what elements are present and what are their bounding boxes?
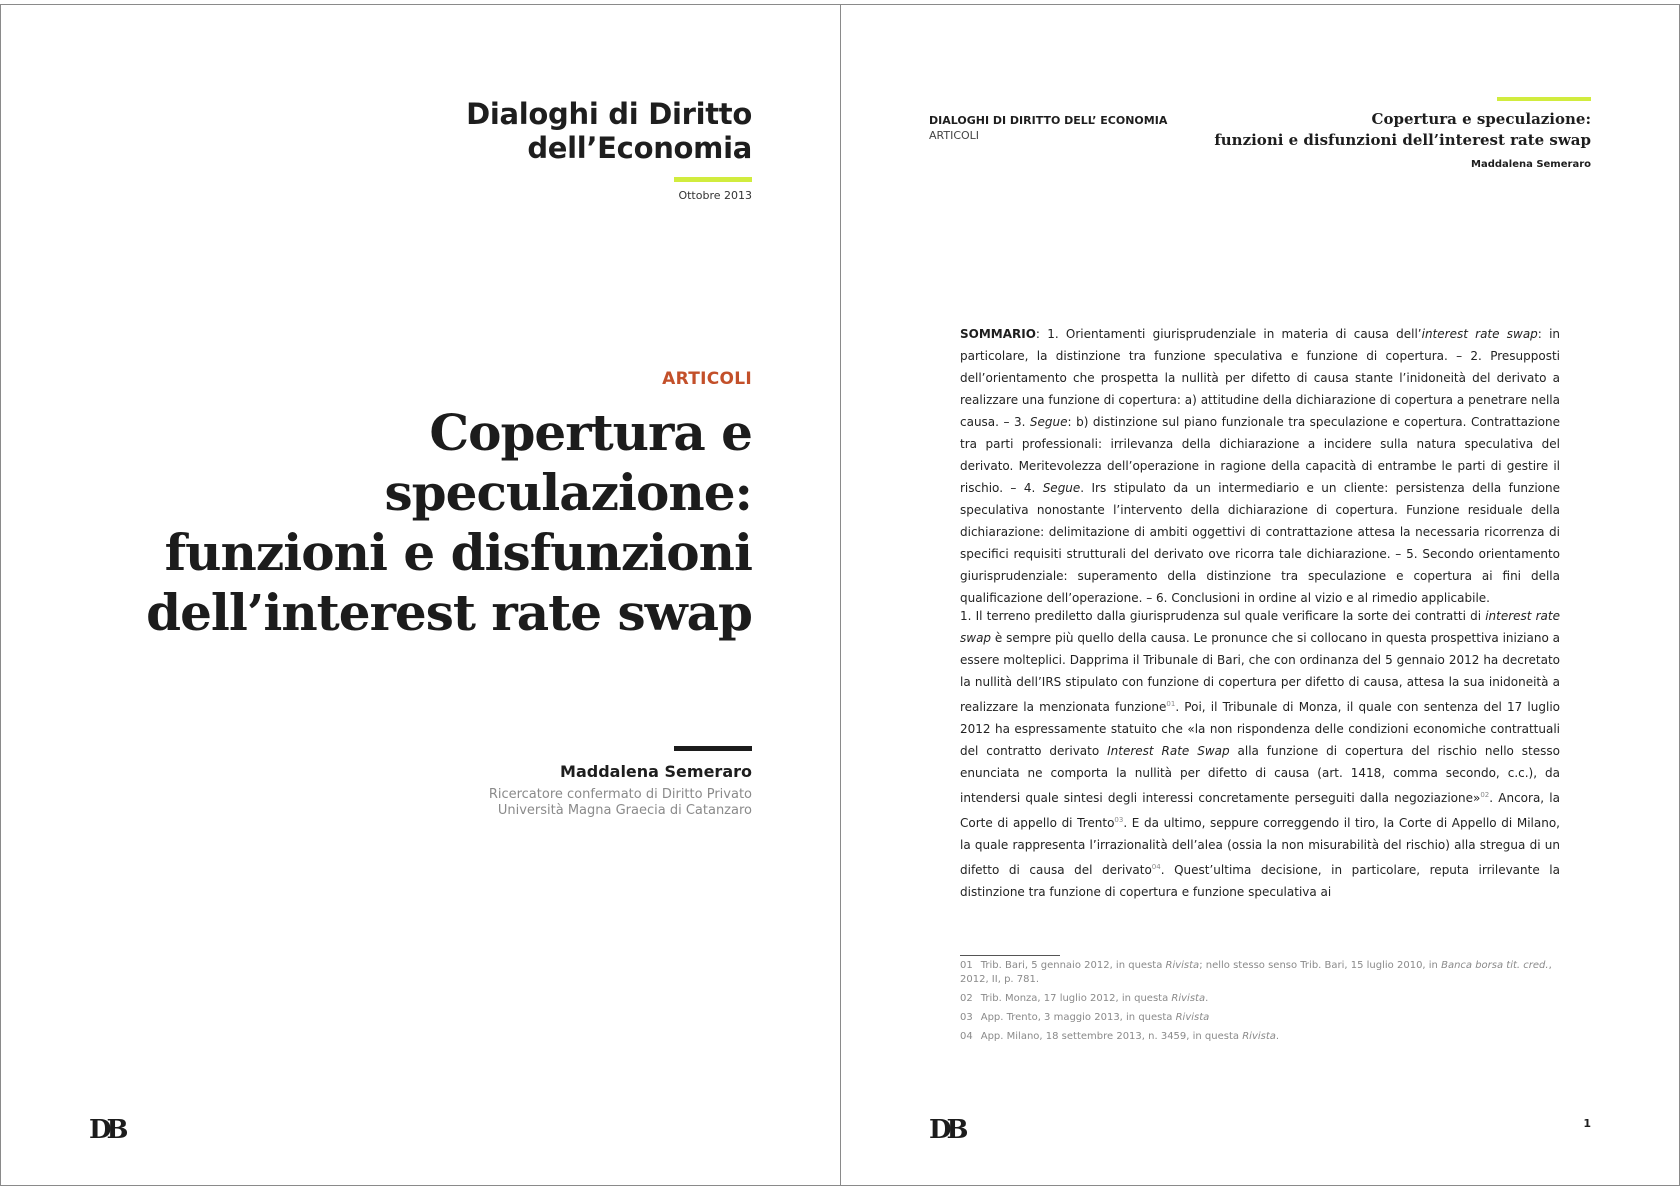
journal-title-line-1: Dialoghi di Diritto [466,97,752,131]
author-name: Maddalena Semeraro [560,762,752,781]
body-italic: Interest Rate Swap [1107,744,1230,758]
footnote-italic: Rivista [1165,960,1200,971]
summary-text: : 1. Orientamenti giurisprudenziale in materia di causa dell’ [1035,327,1422,341]
summary-italic: Segue [1042,481,1081,495]
running-title-line-2: funzioni e disfunzioni dell’interest rate swap [1214,131,1591,149]
author-divider [674,746,752,751]
body-italic: interest rate swap [960,609,1560,645]
db-logo: DB [89,1115,124,1145]
body-text: alla funzione di copertura del rischio nello stesso enunciata ne comporta la nullità per difetto di causa (art. 1418, comma secondo, c.c.), da intendersi quale sintesi degli interessi concretamente perseguiti dalla negoziazione» [960,744,1560,805]
body-paragraph [960,605,1560,903]
article-title [112,403,752,643]
running-author: Maddalena Semeraro [1471,159,1591,170]
body-text: . E da ultimo, seppure correggendo il tiro, la Corte di Appello di Milano, la quale rappresenta l’irrazionalità dell’alea (ossia la non misurabilità del rischio) alla stregua di un difetto di causa del derivato [960,816,1560,877]
footnote-divider [960,955,1060,956]
running-journal: DIALOGHI DI DIRITTO DELL’ ECONOMIA [929,114,1168,127]
summary-text: : b) distinzione sul piano funzionale tra speculazione e copertura. Contrattazione tra parti professionali: irrilevanza della dichiarazione a incidere sulla natura speculativa del derivato. Meritevolezza dell’operazione in ragione della capacità di entrambe le parti di gestire il rischio. – 4. [960,415,1560,495]
footnote-number: 01 [960,960,973,971]
article-title-line-2: speculazione: [384,463,752,522]
footnote-item [960,959,1560,987]
body-text: è sempre più quello della causa. Le pronunce che si collocano in questa prospettiva iniziano a essere molteplici. Dapprima il Tribunale di Bari, che con ordinanza del 5 gennaio 2012 ha decretato la nullità dell’IRS stipulato con funzione di copertura per difetto di causa, attesa la sua inidoneità a realizzare la menzionata funzione [960,631,1560,714]
footnote-ref[interactable]: 02 [1480,791,1490,799]
author-affiliation [489,787,752,819]
article-title-line-1: Copertura e [429,403,752,462]
footnote-text: Trib. Monza, 17 luglio 2012, in questa [980,993,1172,1004]
running-section: ARTICOLI [929,129,980,142]
accent-divider [674,177,752,182]
footnote-text: . [1205,993,1209,1004]
article-title-line-4: dell’interest rate swap [146,583,752,642]
summary-italic: Segue [1029,415,1068,429]
db-logo: DB [929,1115,964,1145]
footnote-text: ; nello stesso senso Trib. Bari, 15 luglio 2010, in [1199,960,1442,971]
affiliation-line-1: Ricercatore confermato di Diritto Privato [488,787,752,802]
summary-paragraph [960,323,1560,609]
affiliation-line-2: Università Magna Graecia di Catanzaro [497,803,752,818]
footnote-text: App. Milano, 18 settembre 2013, n. 3459, in questa [980,1031,1243,1042]
footnote-ref[interactable]: 03 [1114,816,1124,824]
footnote-text: , 2012, II, p. 781. [960,960,1552,985]
footnote-text: Trib. Bari, 5 gennaio 2012, in questa [980,960,1166,971]
article-title-line-3: funzioni e disfunzioni [164,523,752,582]
summary-italic: interest rate swap [1421,327,1538,341]
summary-text: : in particolare, la distinzione tra funzione speculativa e funzione di copertura. – 2. Presupposti dell’orientamento che prospetta la nullità per difetto di causa stante l’inidoneità del derivato a realizzare una funzione di copertura: a) attitudine della dichiarazione di copertura a penetrare nella causa. – 3. [960,327,1561,429]
footnote-ref[interactable]: 01 [1166,700,1176,708]
running-title-line-1: Copertura e speculazione: [1371,110,1591,128]
footnote-text: . [1275,1031,1280,1042]
body-text: . Poi, il Tribunale di Monza, il quale con sentenza del 17 luglio 2012 ha espressamente statuito che «la non rispondenza delle condizioni economiche contrattuali del contratto derivato [960,700,1560,758]
page-number: 1 [1583,1117,1591,1130]
body-text: . Quest’ultima decisione, in particolare, reputa irrilevante la distinzione tra funzione di copertura e funzione speculativa ai [960,863,1560,899]
footnote-italic: Rivista [1242,1031,1276,1042]
accent-divider [1497,97,1591,101]
footnote-number: 04 [960,1031,973,1042]
section-label: ARTICOLI [662,369,752,389]
footnote-italic: Rivista [1171,993,1206,1004]
footnotes-list [960,959,1560,1049]
summary-text: . Irs stipulato da un intermediario e un cliente: persistenza della funzione speculativa nonostante l’intervento della dichiarazione di copertura. Funzione residuale della dichiarazione: delimitazione di ambiti oggettivi di contrattazione attesa la necessaria ricorrenza di specifici requisiti strutturali del derivato ove ricorra tale dichiarazione. – 5. Secondo orientamento giurisprudenziale: superamento della distinzione tra speculazione e copertura ai fini della qualificazione dell’operazione. – 6. Conclusioni in ordine al vizio e al rimedio applicabile. [960,481,1560,605]
footnote-text: App. Trento, 3 maggio 2013, in questa [980,1012,1176,1023]
footnote-ref[interactable]: 04 [1151,863,1161,871]
running-head [929,113,1167,143]
footnote-italic: Banca borsa tit. cred. [1441,960,1549,971]
body-text: . Ancora, la Corte di appello di Trento [960,791,1560,830]
footnote-number: 03 [960,1012,973,1023]
article-page [841,5,1679,1185]
footnote-number: 02 [960,993,973,1004]
journal-title-line-2: dell’Economia [527,131,752,165]
footnote-item [960,1011,1560,1025]
running-title [1214,109,1591,151]
journal-title [466,97,752,165]
body-text: 1. Il terreno prediletto dalla giurisprudenza sul quale verificare la sorte dei contratti di [960,609,1486,623]
footnote-italic: Rivista [1175,1012,1210,1023]
footnote-item [960,1030,1560,1044]
footnote-item [960,992,1560,1006]
summary-label: SOMMARIO [960,327,1036,341]
document-spread [0,4,1680,1186]
cover-page [1,5,841,1185]
issue-date: Ottobre 2013 [678,189,752,202]
